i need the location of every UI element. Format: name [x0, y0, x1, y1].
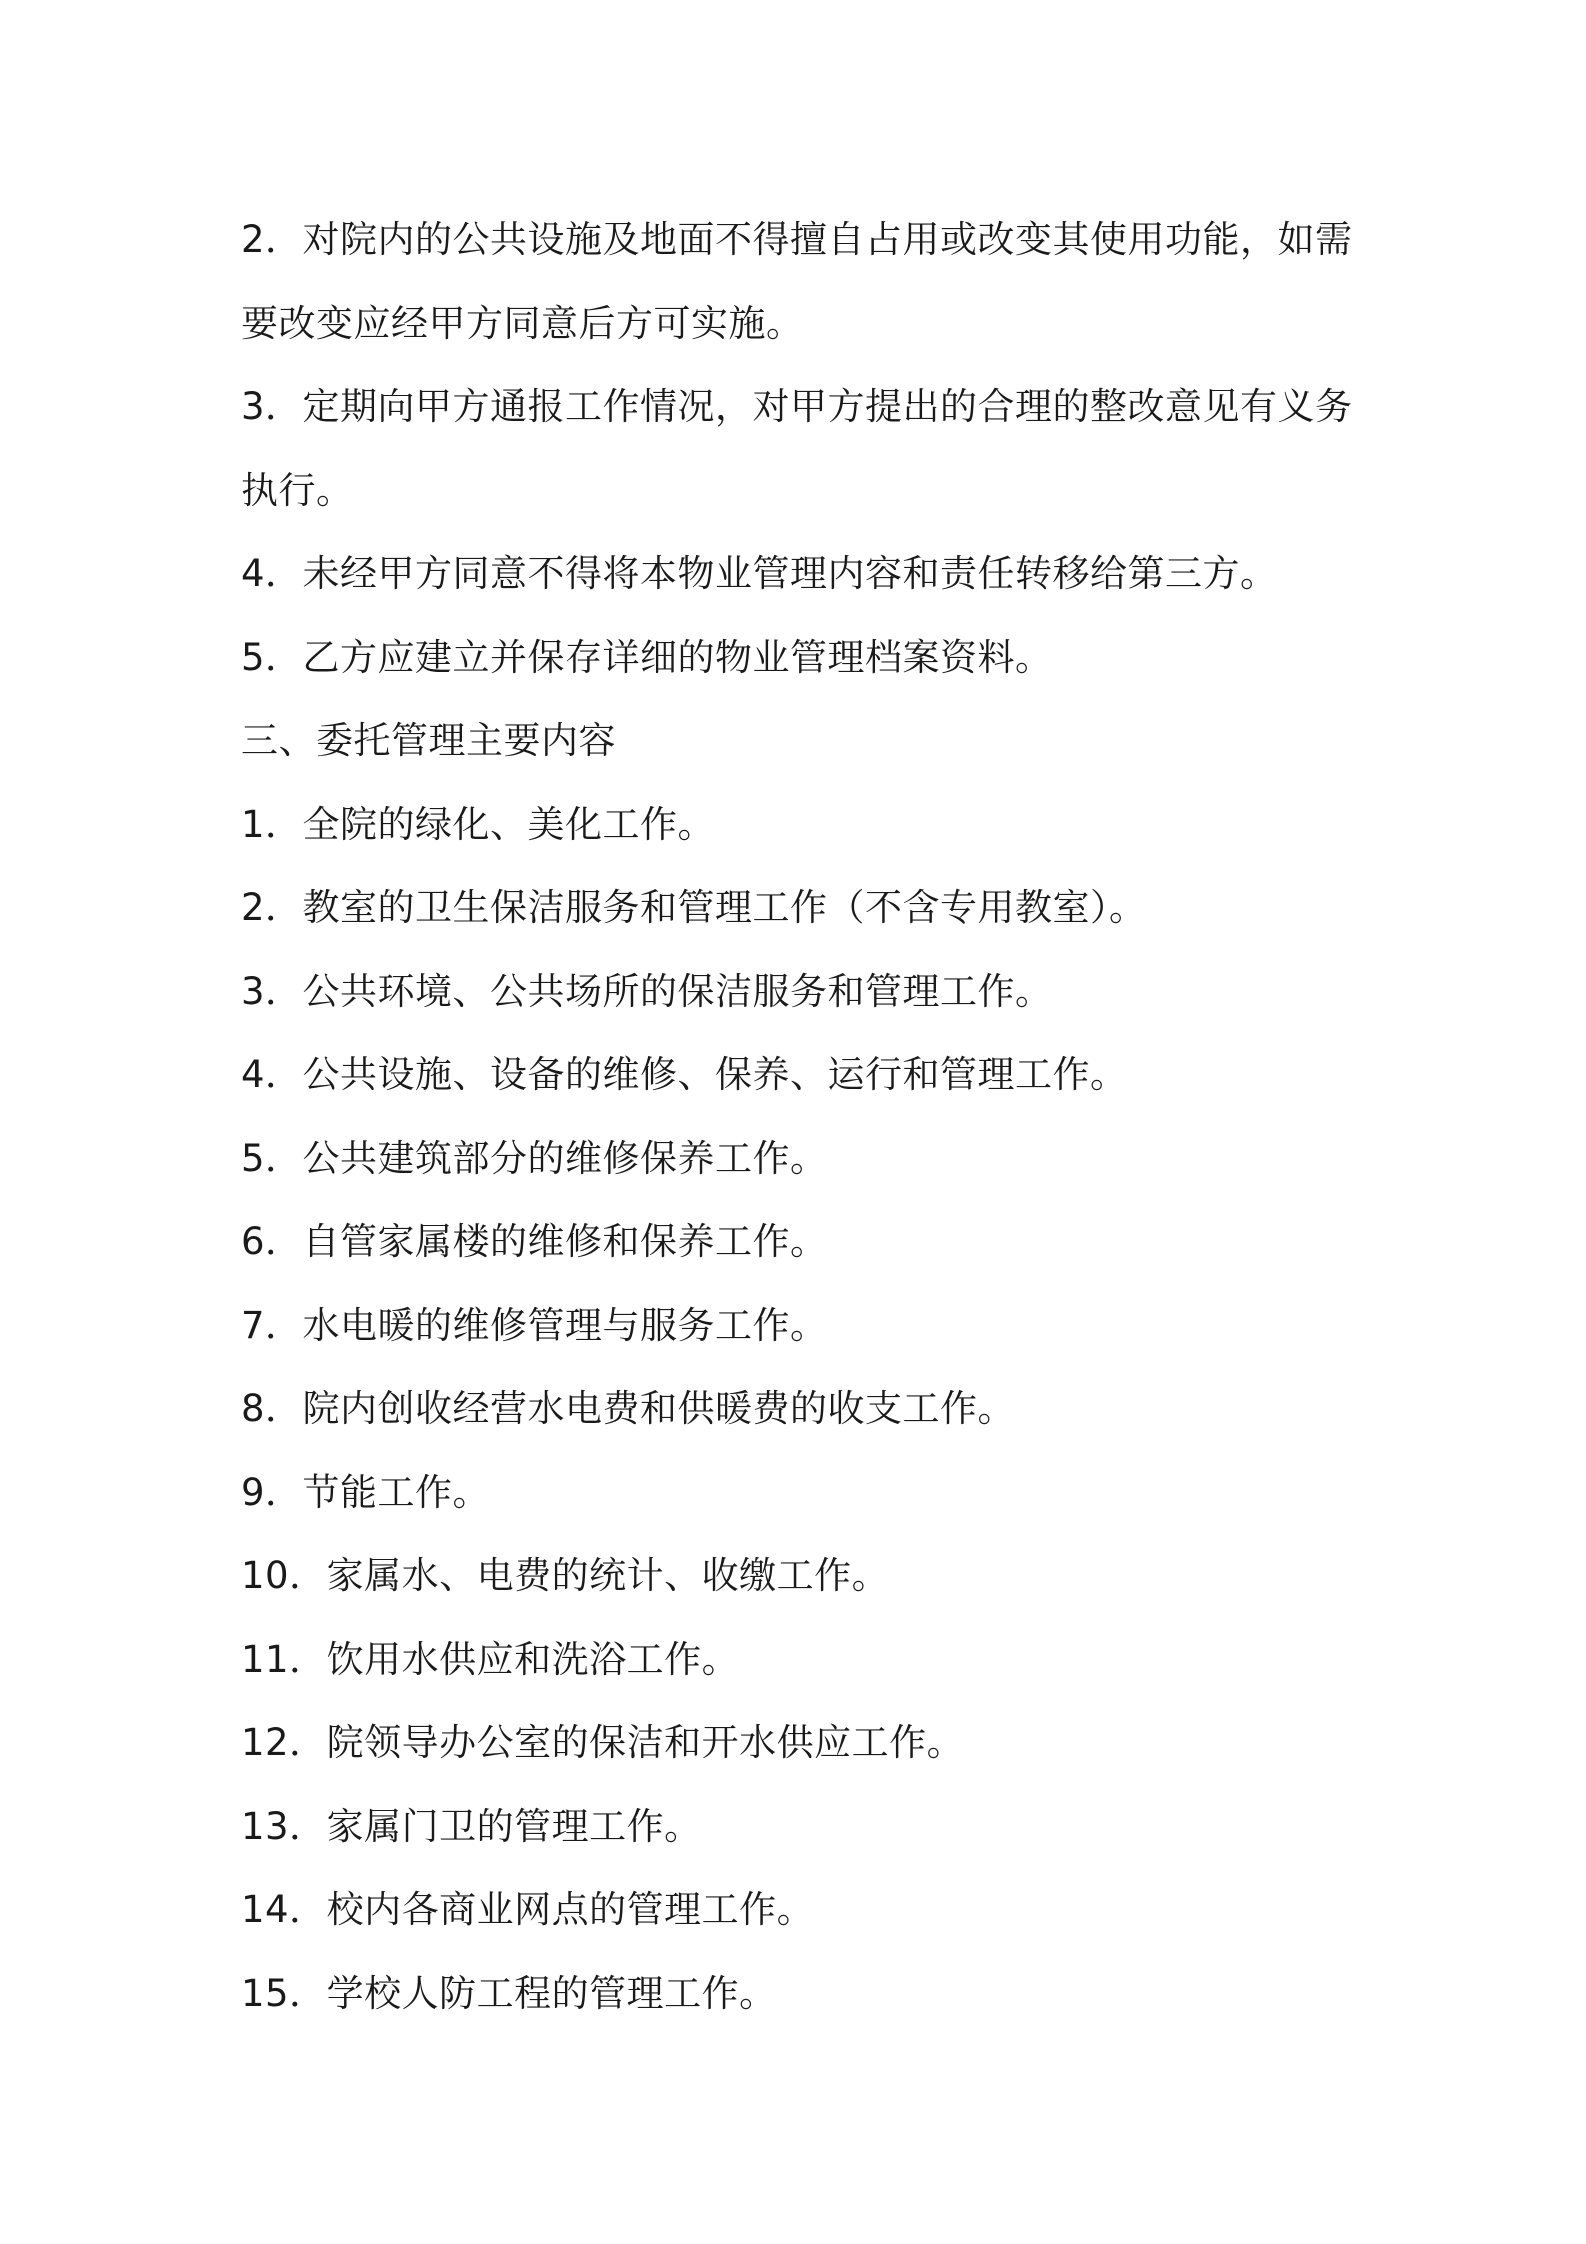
- list-item: 6．自管家属楼的维修和保养工作。: [241, 1220, 828, 1263]
- section-heading: 三、委托管理主要内容: [241, 719, 616, 762]
- paragraph-line: 要改变应经甲方同意后方可实施。: [241, 301, 804, 345]
- list-item: 12．院领导办公室的保洁和开水供应工作。: [241, 1721, 965, 1764]
- list-item: 4．公共设施、设备的维修、保养、运行和管理工作。: [241, 1053, 1128, 1096]
- paragraph-line: 5．乙方应建立并保存详细的物业管理档案资料。: [241, 635, 1053, 679]
- list-item: 9．节能工作。: [241, 1470, 491, 1514]
- paragraph-line: 4．未经甲方同意不得将本物业管理内容和责任转移给第三方。: [241, 552, 1278, 595]
- list-item: 10．家属水、电费的统计、收缴工作。: [241, 1554, 890, 1597]
- list-item: 2．教室的卫生保洁服务和管理工作（不含专用教室）。: [241, 886, 1147, 929]
- list-item: 1．全院的绿化、美化工作。: [241, 802, 716, 846]
- list-item: 11．饮用水供应和洗浴工作。: [241, 1637, 740, 1681]
- list-item: 5．公共建筑部分的维修保养工作。: [241, 1136, 828, 1180]
- paragraph-line: 3．定期向甲方通报工作情况，对甲方提出的合理的整改意见有义务: [241, 385, 1353, 428]
- paragraph-line: 2．对院内的公共设施及地面不得擅自占用或改变其使用功能，如需: [241, 218, 1353, 261]
- list-item: 7．水电暖的维修管理与服务工作。: [241, 1303, 828, 1347]
- list-item: 15．学校人防工程的管理工作。: [241, 1971, 777, 2015]
- list-item: 8．院内创收经营水电费和供暖费的收支工作。: [241, 1387, 1016, 1430]
- document-body: [241, 198, 1361, 2035]
- list-item: 3．公共环境、公共场所的保洁服务和管理工作。: [241, 969, 1053, 1013]
- paragraph-line: 执行。: [241, 468, 354, 512]
- list-item: 14．校内各商业网点的管理工作。: [241, 1888, 815, 1931]
- list-item: 13．家属门卫的管理工作。: [241, 1804, 702, 1848]
